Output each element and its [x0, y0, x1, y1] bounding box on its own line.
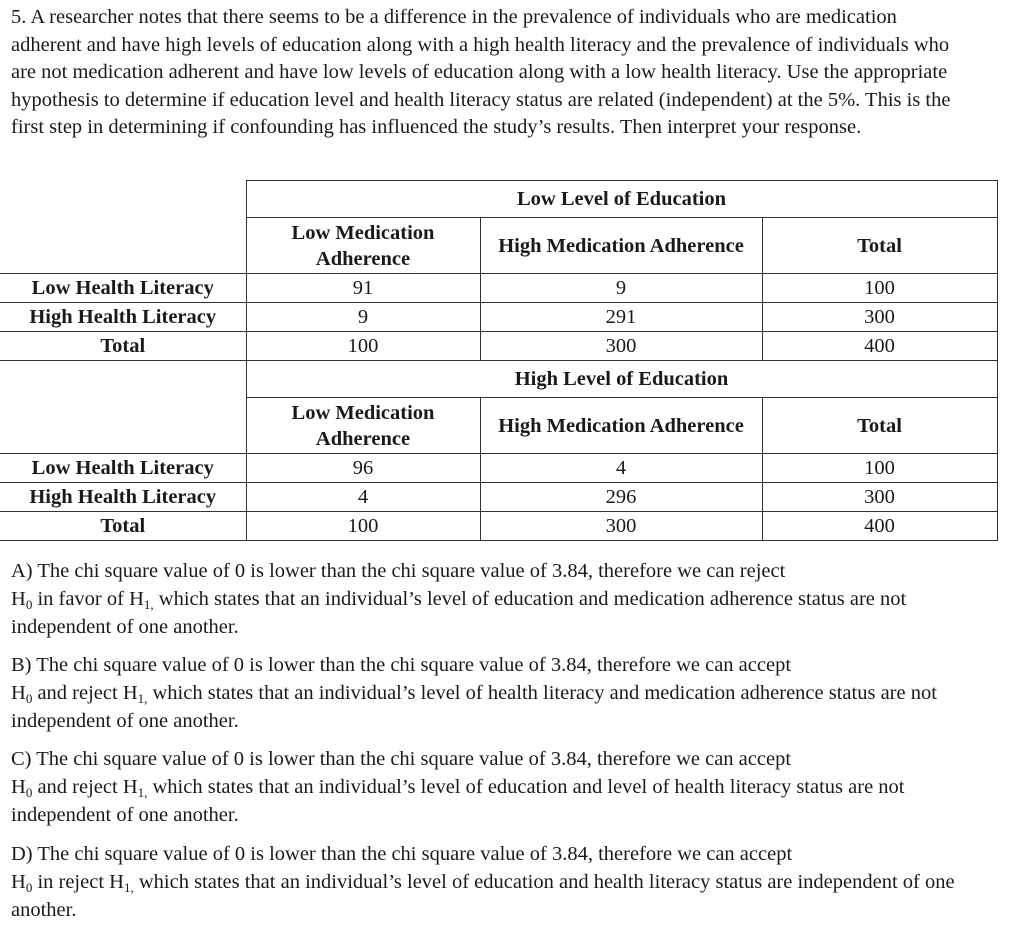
- col-header: High Medication Adherence: [480, 218, 762, 274]
- subscript-0: 0: [25, 596, 33, 612]
- contingency-table-low-education: [0, 180, 998, 361]
- table-cell: 96: [246, 454, 480, 483]
- h-symbol: H: [11, 870, 26, 893]
- table-cell: 300: [480, 512, 762, 541]
- question-text: 5. A researcher notes that there seems to be a difference in the prevalence of individuals who are medication adherent and have high levels of education along with a high health literacy and the prevalence of individuals who are not medication adherent and have low levels of education along with a low health literacy. Use the appropriate hypothesis to determine if education level and health literacy status are related (independent) at the 5%. This is the first step in determining if confounding has influenced the study’s results. Then interpret your response.: [11, 6, 951, 139]
- option-text: C) The chi square value of 0 is lower than the chi square value of 3.84, therefore we can accept: [11, 748, 792, 770]
- table-cell: 9: [480, 274, 762, 303]
- table-cell: 100: [762, 274, 997, 303]
- table-cell: 4: [480, 454, 762, 483]
- option-text: in reject: [32, 870, 110, 893]
- table-cell: 300: [480, 332, 762, 361]
- h-symbol: H: [11, 681, 26, 704]
- subscript-0: 0: [25, 879, 33, 895]
- option-text: and reject: [32, 775, 123, 798]
- table-cell: 100: [762, 454, 997, 483]
- option-text: and reject: [32, 681, 123, 704]
- table-row: [0, 274, 997, 303]
- col-header: High Medication Adherence: [480, 398, 762, 454]
- subscript-1: 1,: [137, 784, 148, 800]
- answer-option-c[interactable]: [11, 746, 971, 830]
- option-text: D) The chi square value of 0 is lower than the chi square value of 3.84, therefore we can accept: [11, 843, 793, 865]
- col-header: Low Medication Adherence: [246, 398, 480, 454]
- option-text: which states that an individual’s level of education and level of health literacy status are not independent of one another.: [11, 775, 905, 827]
- table-cell: 9: [246, 303, 480, 332]
- h-symbol: H: [109, 870, 124, 893]
- answer-option-a[interactable]: [11, 558, 971, 642]
- table-cell: 291: [480, 303, 762, 332]
- table-cell: 296: [480, 483, 762, 512]
- option-text: which states that an individual’s level of education and health literacy status are independent of one another.: [11, 870, 955, 922]
- table-cell: 100: [246, 332, 480, 361]
- blank-corner: [0, 181, 246, 274]
- h-symbol: H: [122, 681, 138, 704]
- table-cell: 400: [762, 512, 997, 541]
- table-row: [0, 512, 997, 541]
- table-cell: 400: [762, 332, 997, 361]
- group-header: Low Level of Education: [246, 181, 997, 218]
- table-row: [0, 332, 997, 361]
- table-cell: 91: [246, 274, 480, 303]
- subscript-1: 1,: [123, 879, 134, 895]
- option-text: which states that an individual’s level of education and medication adherence status are not independent of one another.: [11, 587, 907, 639]
- row-label: Total: [0, 512, 246, 541]
- col-header: Total: [762, 218, 997, 274]
- answer-option-b[interactable]: [11, 652, 971, 736]
- row-label: High Health Literacy: [0, 483, 246, 512]
- h-symbol: H: [11, 587, 26, 610]
- table-cell: 300: [762, 303, 997, 332]
- option-text: A) The chi square value of 0 is lower than the chi square value of 3.84, therefore we can reject: [11, 560, 786, 582]
- h-symbol: H: [122, 775, 138, 798]
- row-label: Low Health Literacy: [0, 274, 246, 303]
- row-label: Low Health Literacy: [0, 454, 246, 483]
- table-row: [0, 483, 997, 512]
- col-header: Total: [762, 398, 997, 454]
- subscript-0: 0: [25, 784, 33, 800]
- subscript-0: 0: [25, 690, 33, 706]
- table-row: [0, 303, 997, 332]
- h-symbol: H: [11, 775, 26, 798]
- table-cell: 100: [246, 512, 480, 541]
- table-cell: 4: [246, 483, 480, 512]
- blank-corner: [0, 361, 246, 454]
- col-header: Low Medication Adherence: [246, 218, 480, 274]
- subscript-1: 1,: [143, 596, 154, 612]
- row-label: Total: [0, 332, 246, 361]
- row-label: High Health Literacy: [0, 303, 246, 332]
- subscript-1: 1,: [137, 690, 148, 706]
- option-text: in favor of: [32, 587, 130, 610]
- table-row: [0, 454, 997, 483]
- h-symbol: H: [129, 587, 144, 610]
- answer-option-d[interactable]: [11, 841, 971, 925]
- option-text: which states that an individual’s level of health literacy and medication adherence status are not independent of one another.: [11, 681, 937, 733]
- table-cell: 300: [762, 483, 997, 512]
- option-text: B) The chi square value of 0 is lower than the chi square value of 3.84, therefore we can accept: [11, 654, 792, 676]
- contingency-table-high-education: [0, 360, 998, 541]
- group-header: High Level of Education: [246, 361, 997, 398]
